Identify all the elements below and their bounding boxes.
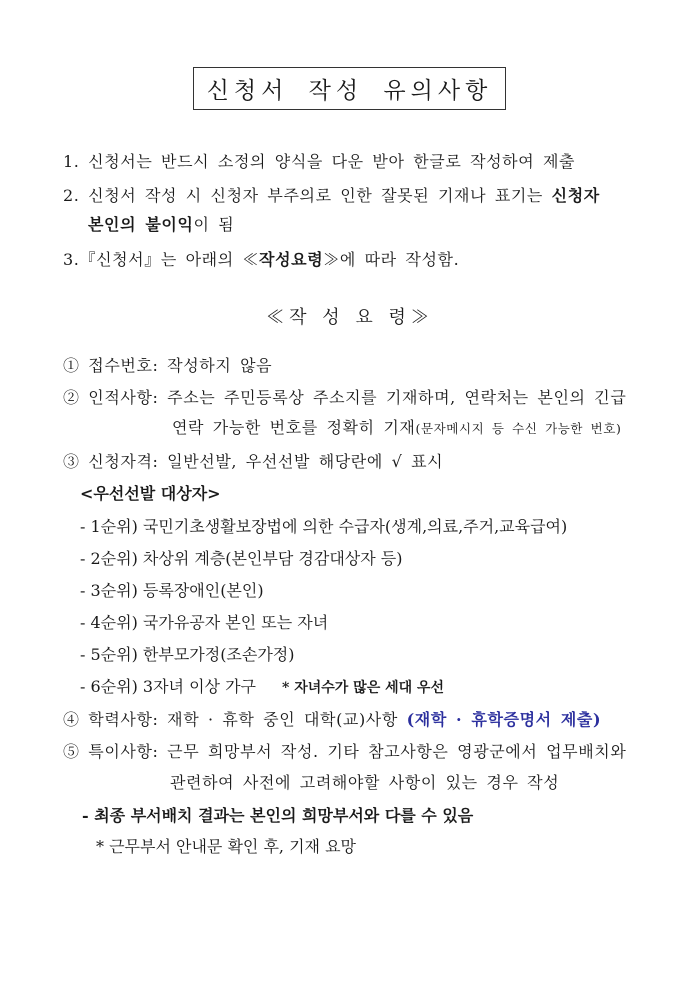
priority-rank-5: - 5순위) 한부모가정(조손가정) — [80, 645, 295, 664]
item-2-cont-small: (문자메시지 등 수신 가능한 번호) — [415, 421, 622, 436]
item-4-text: ④ 학력사항: 재학 · 휴학 중인 대학(교)사항 — [63, 710, 407, 729]
note-2-bold: 신청자 — [551, 186, 600, 205]
priority-rank-2: - 2순위) 차상위 계층(본인부담 경감대상자 등) — [80, 549, 403, 568]
final-sub-note: * 근무부서 안내문 확인 후, 기재 요망 — [96, 837, 356, 856]
priority-rank-4: - 4순위) 국가유공자 본인 또는 자녀 — [80, 613, 329, 632]
final-note: - 최종 부서배치 결과는 본인의 희망부서와 다를 수 있음 — [82, 806, 474, 825]
item-4 — [63, 710, 601, 730]
item-2-cont — [172, 418, 622, 439]
note-3-bold: 작성요령 — [259, 250, 324, 269]
item-2: ② 인적사항: 주소는 주민등록상 주소지를 기재하며, 연락처는 본인의 긴급 — [63, 388, 627, 407]
note-2-bold-cont: 본인의 불이익 — [88, 215, 194, 234]
priority-rank-3: - 3순위) 등록장애인(본인) — [80, 581, 264, 600]
note-1: 1. 신청서는 반드시 소정의 양식을 다운 받아 한글로 작성하여 제출 — [63, 152, 576, 171]
item-5-cont: 관련하여 사전에 고려해야할 사항이 있는 경우 작성 — [170, 773, 560, 792]
priority-rank-1: - 1순위) 국민기초생활보장법에 의한 수급자(생계,의료,주거,교육급여) — [80, 517, 568, 536]
priority-heading: <우선선발 대상자> — [80, 484, 221, 503]
item-3: ③ 신청자격: 일반선발, 우선선발 해당란에 √ 표시 — [63, 452, 444, 471]
page-title: 신청서 작성 유의사항 — [193, 67, 506, 110]
note-2 — [63, 186, 600, 206]
note-3-text: 3.『신청서』는 아래의 ≪ — [63, 250, 260, 269]
item-5: ⑤ 특이사항: 근무 희망부서 작성. 기타 참고사항은 영광군에서 업무배치와 — [63, 742, 627, 761]
note-3-end: ≫에 따라 작성함. — [323, 250, 460, 269]
note-2-end: 이 됨 — [193, 215, 235, 234]
priority-rank-6 — [80, 677, 444, 698]
section-title: ≪작 성 요 령≫ — [266, 307, 434, 328]
note-2-cont — [88, 215, 234, 235]
priority-rank-6-text: - 6순위) 3자녀 이상 가구 — [80, 677, 256, 696]
item-2-cont-text: 연락 가능한 번호를 정확히 기재 — [172, 418, 416, 437]
item-4-highlight: (재학 · 휴학증명서 제출) — [406, 710, 602, 729]
priority-rank-6-note: * 자녀수가 많은 세대 우선 — [282, 680, 445, 696]
note-2-text: 2. 신청서 작성 시 신청자 부주의로 인한 잘못된 기재나 표기는 — [63, 186, 552, 205]
note-3 — [63, 250, 459, 270]
item-1: ① 접수번호: 작성하지 않음 — [63, 356, 273, 375]
